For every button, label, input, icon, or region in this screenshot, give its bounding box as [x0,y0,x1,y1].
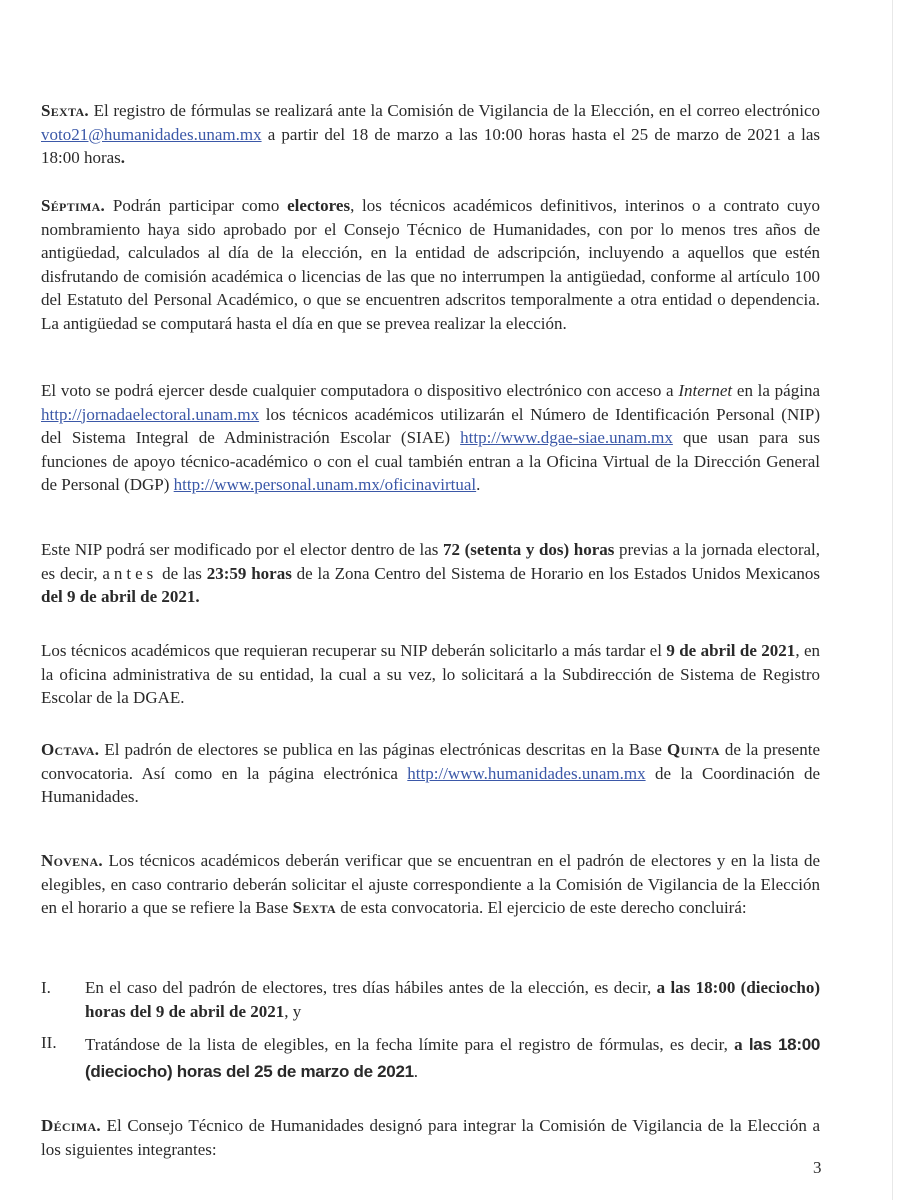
paragraph-sexta [41,99,820,170]
heading-septima: Séptima. [41,196,106,215]
list-text-2 [85,1031,820,1085]
paragraph-octava [41,738,820,809]
list-1-bold: a las 18:00 (dieciocho) horas del 9 de abril de 2021 [85,978,820,1021]
page-number: 3 [813,1158,822,1177]
nip-text-3: de las [162,563,202,583]
recuperar-text-2: , en la oficina administrativa de su entidad, la cual a su vez, lo solicitará a la Subdirección de Sistema de Registro Escolar de la DGAE. [41,641,820,707]
octava-text-3: de la Coordinación de Humanidades. [41,763,820,806]
voto-internet: Internet [678,381,733,400]
list-text-1 [85,976,820,1024]
link-dgae-siae[interactable]: http://www.dgae-siae.unam.mx [460,428,673,447]
nip-bold-72-horas: 72 (setenta y dos) horas [443,540,615,559]
paragraph-recuperar-nip [41,639,820,710]
nip-bold-fecha: del 9 de abril de 2021. [41,587,200,606]
paragraph-voto [41,379,820,497]
paragraph-novena [41,849,820,920]
heading-decima: Décima. [41,1116,101,1135]
nip-text-2: previas a la jornada electoral, es decir, [41,540,820,583]
octava-text-1: El padrón de electores se publica en las páginas electrónicas descritas en la Base [104,740,662,759]
sexta-text-3: . [120,148,126,167]
voto-text-2: en la página [736,381,820,400]
novena-text-1: Los técnicos académicos deberán verificar que se encuentran en el padrón de electores y en la lista de elegibles, en caso contrario deberán solicitar el ajuste correspondiente a la Comisión de Vigilancia de la Elección en el horario a que se refiere la Base [41,851,821,917]
list-2-tail: . [413,1062,419,1081]
list-item-1 [41,976,820,1026]
septima-bold-electores: electores [287,196,351,215]
nip-bold-hora: 23:59 horas [206,563,292,583]
recuperar-bold-fecha: 9 de abril de 2021 [666,641,796,660]
heading-sexta: Sexta. [41,101,89,120]
octava-text-2: de la presente convocatoria. Así como en la página electrónica [41,740,820,783]
list-2-bold: las 18:00 (dieciocho) horas del 25 de marzo de 2021 [85,1035,821,1081]
septima-text-2: , los técnicos académicos definitivos, interinos o a contrato cuyo nombramiento haya sido aprobado por el Consejo Técnico de Humanidades, con por lo menos tres años de antigüedad, calculados al día de la elección, en la entidad de adscripción, incluyendo a aquellos que estén disfrutando de comisión académica o licencias de las que no interrumpen la antigüedad, conforme al artículo 100 del Estatuto del Personal Académico, o que se encuentren adscritos temporalmente a otra entidad o dependencia. La antigüedad se computará hasta el día en que se prevea realizar la elección. [41,196,821,333]
novena-text-2: de esta convocatoria. El ejercicio de este derecho concluirá: [340,898,747,917]
list-2-bold-a: a [734,1035,743,1054]
sexta-text-2: a partir del 18 de marzo a las 10:00 horas hasta el 25 de marzo de 2021 a las 18:00 horas [41,124,820,167]
voto-text-5: . [476,475,481,494]
list-1-tail: , y [284,1002,302,1021]
email-link[interactable]: voto21@humanidades.unam.mx [41,124,262,144]
decima-text-1: El Consejo Técnico de Humanidades designó para integrar la Comisión de Vigilancia de la Elección a los siguientes integrantes: [41,1116,820,1159]
heading-novena: Novena. [41,851,103,870]
nip-text-1: Este NIP podrá ser modificado por el elector dentro de las [41,540,439,559]
septima-text-1: Podrán participar como [112,196,280,215]
link-oficina-virtual[interactable]: http://www.personal.unam.mx/oficinavirtual [173,475,477,494]
nip-spaced-antes: antes [102,563,158,583]
list-number-2: II. [41,1033,57,1052]
paragraph-nip [41,538,820,609]
list-1-text: En el caso del padrón de electores, tres días hábiles antes de la elección, es decir, [85,978,652,997]
paragraph-decima [41,1114,820,1161]
nip-text-4: de la Zona Centro del Sistema de Horario en los Estados Unidos Mexicanos [296,563,821,583]
voto-text-3: los técnicos académicos utilizarán el Número de Identificación Personal (NIP) del Sistema Integral de Administración Escolar (SIAE) [41,404,820,447]
octava-base-quinta: Quinta [667,740,720,759]
link-humanidades[interactable]: http://www.humanidades.unam.mx [407,763,646,783]
voto-text-4: que usan para sus funciones de apoyo técnico-académico o con el cual también entran a la Oficina Virtual de la Dirección General de Personal (DGP) [41,428,820,494]
recuperar-text-1: Los técnicos académicos que requieran recuperar su NIP deberán solicitarlo a más tardar el [41,641,662,660]
sexta-text-1: El registro de fórmulas se realizará ante la Comisión de Vigilancia de la Elección, en el correo electrónico [93,101,821,120]
paragraph-septima [41,194,820,335]
link-jornada-electoral[interactable]: http://jornadaelectoral.unam.mx [41,404,260,424]
voto-text-1: El voto se podrá ejercer desde cualquier computadora o dispositivo electrónico con acceso a [41,381,674,400]
list-number-1: I. [41,978,51,997]
novena-base-sexta: Sexta [292,898,336,917]
list-2-text: Tratándose de la lista de elegibles, en la fecha límite para el registro de fórmulas, es decir, [85,1035,728,1054]
heading-octava: Octava. [41,740,100,759]
list-item-2 [41,1031,820,1083]
